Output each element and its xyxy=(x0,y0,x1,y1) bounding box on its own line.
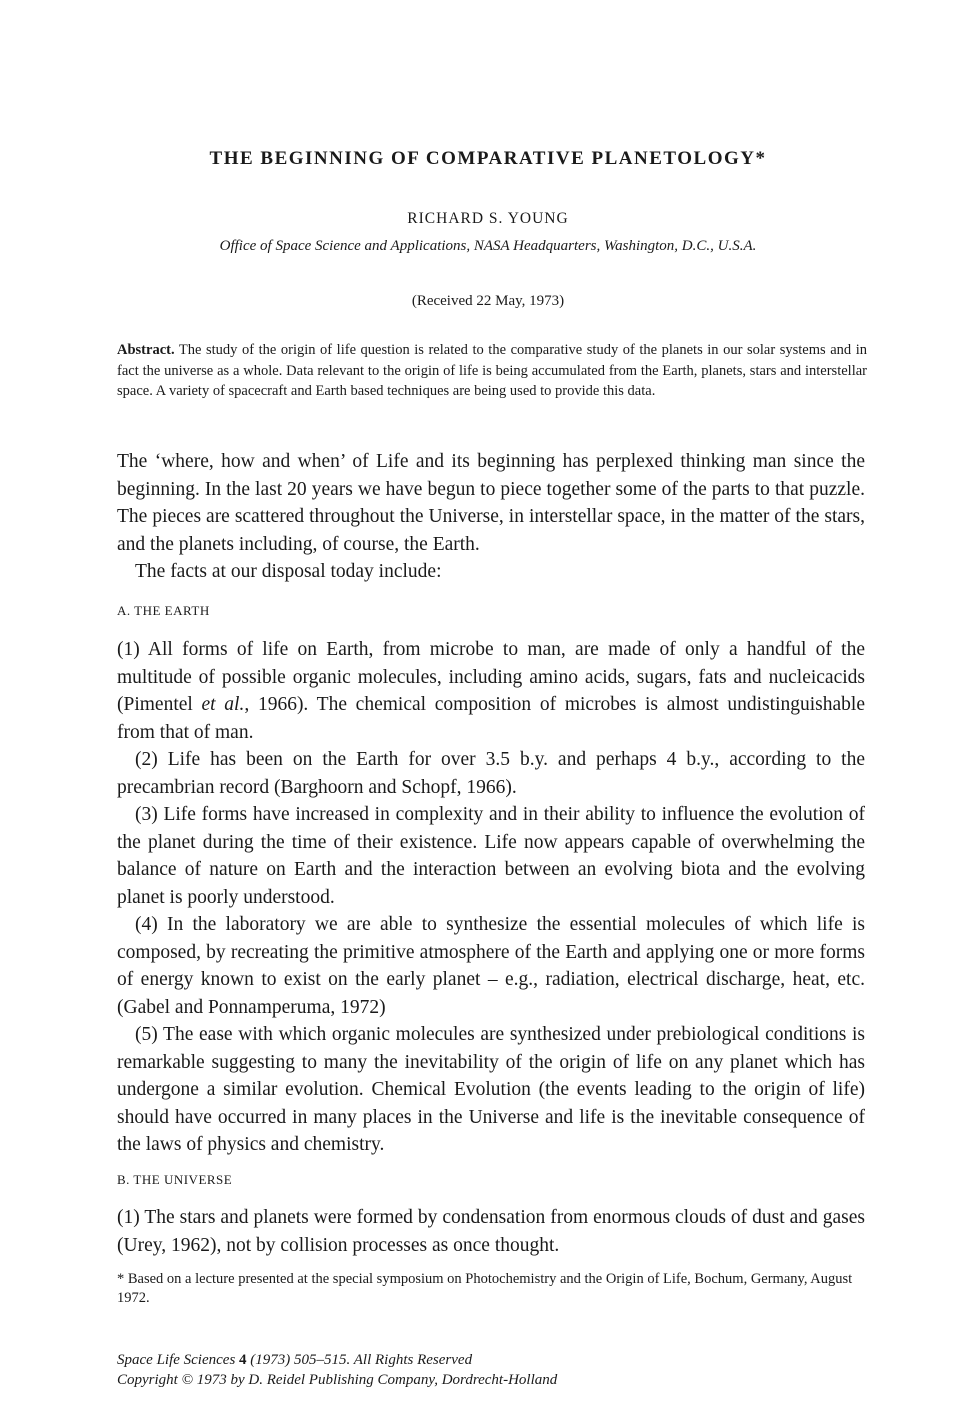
journal-volume: 4 xyxy=(239,1352,247,1368)
earth-item-1 xyxy=(117,636,865,746)
section-heading-earth: A. THE EARTH xyxy=(117,603,210,618)
abstract xyxy=(117,340,867,402)
earth-item-1-text-b: , 1966). The chemical composition of microbes is almost undistinguishable from that of man. xyxy=(117,694,865,743)
earth-item-5: (5) The ease with which organic molecules are synthesized under prebiological conditions is remarkable suggesting to many the inevitability of the origin of life on any planet which has undergone a similar evolution. Chemical Evolution (the events leading to the origin of life) should have occurred in many places in the Universe and life is the inevitable consequence of the laws of physics and chemistry. xyxy=(117,1024,865,1155)
universe-item-1: (1) The stars and planets were formed by condensation from enormous clouds of dust and gases (Urey, 1962), not by collision processes as once thought. xyxy=(117,1207,865,1256)
author-affiliation: Office of Space Science and Applications, NASA Headquarters, Washington, D.C., U.S.A. xyxy=(219,238,757,254)
intro-paragraph: The ‘where, how and when’ of Life and its beginning has perplexed thinking man since the beginning. In the last 20 years we have begun to piece together some of the parts to that puzzle. The pieces are scattered throughout the Universe, in interstellar space, in the matter of the stars, and the planets including, of course, the Earth. xyxy=(117,451,865,555)
abstract-text: The study of the origin of life question is related to the comparative study of the planets in our solar systems and in fact the universe as a whole. Data relevant to the origin of life is being accumulated from the Earth, planets, stars and interstellar space. A variety of spacecraft and Earth based techniques are being used to provide this data. xyxy=(117,342,867,399)
journal-name: Space Life Sciences xyxy=(117,1352,236,1368)
earth-item-4: (4) In the laboratory we are able to synthesize the essential molecules of which life is composed, by recreating the primitive atmosphere of the Earth and applying one or more forms of energy known to exist on the early planet – e.g., radiation, electrical discharge, heat, etc. (Gabel and Ponnamperuma, 1972) xyxy=(117,914,865,1018)
earth-item-3: (3) Life forms have increased in complexity and in their ability to influence the evolution of the planet during the time of their existence. Life now appears capable of overwhelming the balance of nature on Earth and the interaction between an evolving biota and the evolving planet is poorly understood. xyxy=(117,804,865,908)
intro-facts-lead: The facts at our disposal today include: xyxy=(135,561,442,582)
paper-title: THE BEGINNING OF COMPARATIVE PLANETOLOGY* xyxy=(209,148,767,169)
footnote: * Based on a lecture presented at the special symposium on Photochemistry and the Origin of Life, Bochum, Germany, August 1972. xyxy=(117,1271,853,1306)
intro-section xyxy=(117,448,865,586)
author-name: RICHARD S. YOUNG xyxy=(407,210,569,227)
earth-section xyxy=(117,636,865,1159)
section-heading-universe: B. THE UNIVERSE xyxy=(117,1172,233,1187)
journal-citation xyxy=(117,1350,557,1390)
universe-section xyxy=(117,1204,865,1259)
journal-line-1 xyxy=(117,1350,557,1370)
journal-copyright: Copyright © 1973 by D. Reidel Publishing Company, Dordrecht-Holland xyxy=(117,1372,558,1388)
earth-item-1-etal: et al. xyxy=(201,694,245,715)
earth-item-2: (2) Life has been on the Earth for over 3.5 b.y. and perhaps 4 b.y., according to the precambrian record (Barghoorn and Schopf, 1966). xyxy=(117,749,865,798)
abstract-label: Abstract. xyxy=(117,342,175,358)
received-date: (Received 22 May, 1973) xyxy=(411,293,565,309)
earth-item-1-text-a: (1) All forms of life on Earth, from microbe to man, are made of only a handful of the multitude of possible organic molecules, including amino acids, sugars, fats and nucleicacids (Pimentel xyxy=(117,639,865,715)
journal-pages-rights: (1973) 505–515. All Rights Reserved xyxy=(250,1352,473,1368)
